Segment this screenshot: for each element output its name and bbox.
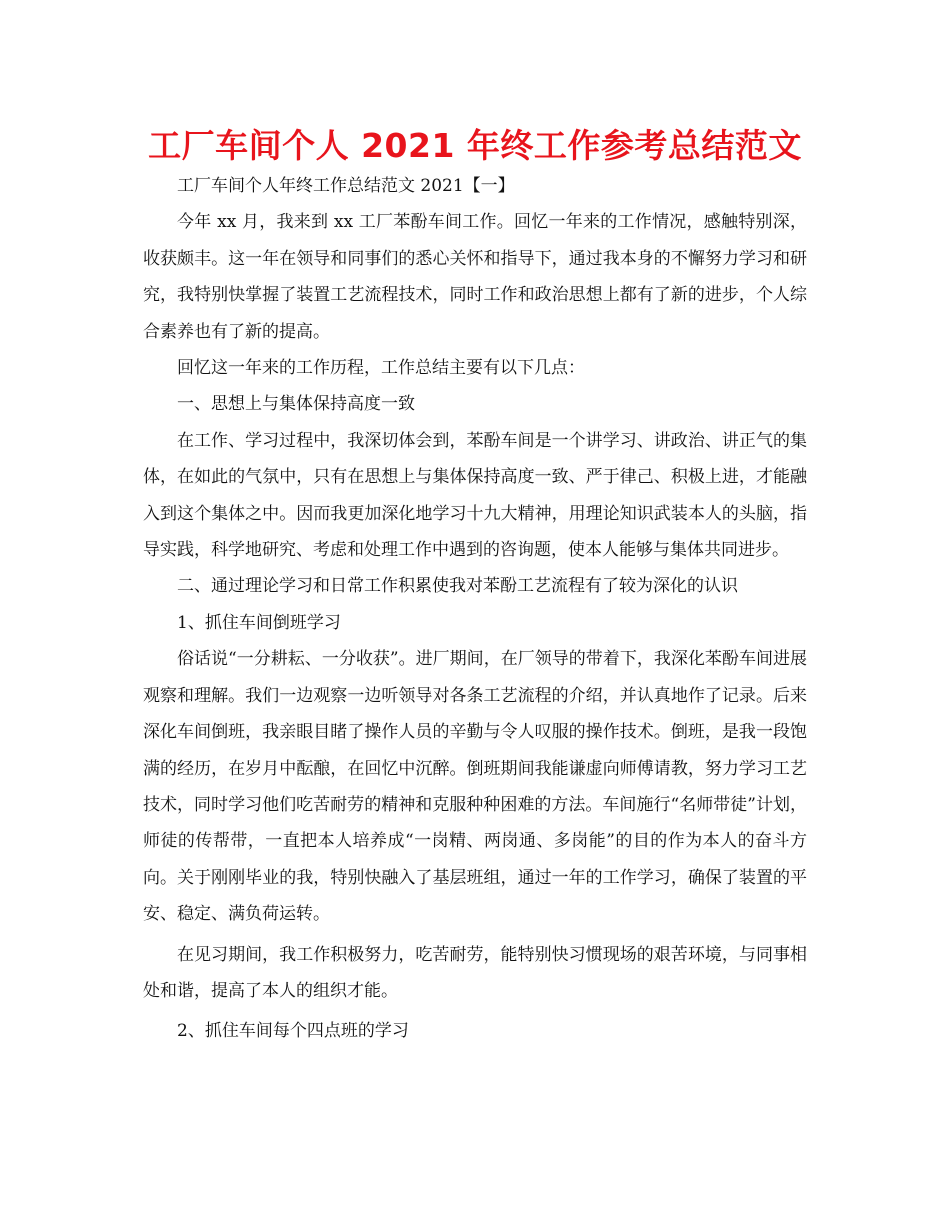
section-heading: 二、通过理论学习和日常工作积累使我对苯酚工艺流程有了较为深化的认识 — [177, 576, 738, 597]
paragraph: 回忆这一年来的工作历程，工作总结主要有以下几点： — [177, 358, 585, 379]
paragraph: 在工作、学习过程中，我深切体会到，苯酚车间是一个讲学习、讲政治、讲正气的集体，在如此的气氛中，只有在思想上与集体保持高度一致、严于律己、积极上进，才能融入到这个集体之中。因而我更加深化地学习十九大精神，用理论知识武装本人的头脑，指导实践，科学地研究、考虑和处理工作中遇到的咨询题，使本人能够与集体共同进步。 — [143, 430, 807, 561]
document-title: 工厂车间个人 2021 年终工作参考总结范文 — [148, 126, 802, 165]
paragraph: 俗话说“一分耕耘、一分收获”。进厂期间，在厂领导的带着下，我深化苯酚车间进展观察和理解。我们一边观察一边听领导对各条工艺流程的介绍，并认真地作了记录。后来深化车间倒班，我亲眼目睹了操作人员的辛勤与令人叹服的操作技术。倒班，是我一段饱满的经历，在岁月中酝酿，在回忆中沉醉。倒班期间我能谦虚向师傅请教，努力学习工艺技术，同时学习他们吃苦耐劳的精神和克服种种困难的方法。车间施行“名师带徒”计划，师徒的传帮带，一直把本人培养成“一岗精、两岗通、多岗能”的目的作为本人的奋斗方向。关于刚刚毕业的我，特别快融入了基层班组，通过一年的工作学习，确保了装置的平安、稳定、满负荷运转。 — [143, 649, 807, 925]
subsection-heading: 1、抓住车间倒班学习 — [177, 612, 341, 633]
section-heading: 工厂车间个人年终工作总结范文 2021【一】 — [177, 176, 515, 196]
paragraph: 在见习期间，我工作积极努力，吃苦耐劳，能特别快习惯现场的艰苦环境，与同事相处和谐，提高了本人的组织才能。 — [143, 944, 807, 1001]
document-body — [143, 168, 807, 1050]
paragraph: 今年 xx 月，我来到 xx 工厂苯酚车间工作。回忆一年来的工作情况，感触特别深，收获颇丰。这一年在领导和同事们的悉心关怀和指导下，通过我本身的不懈努力学习和研究，我特别快掌握了装置工艺流程技术，同时工作和政治思想上都有了新的进步，个人综合素养也有了新的提高。 — [143, 212, 807, 342]
subsection-heading: 2、抓住车间每个四点班的学习 — [177, 1021, 409, 1042]
section-heading: 一、思想上与集体保持高度一致 — [177, 394, 415, 415]
